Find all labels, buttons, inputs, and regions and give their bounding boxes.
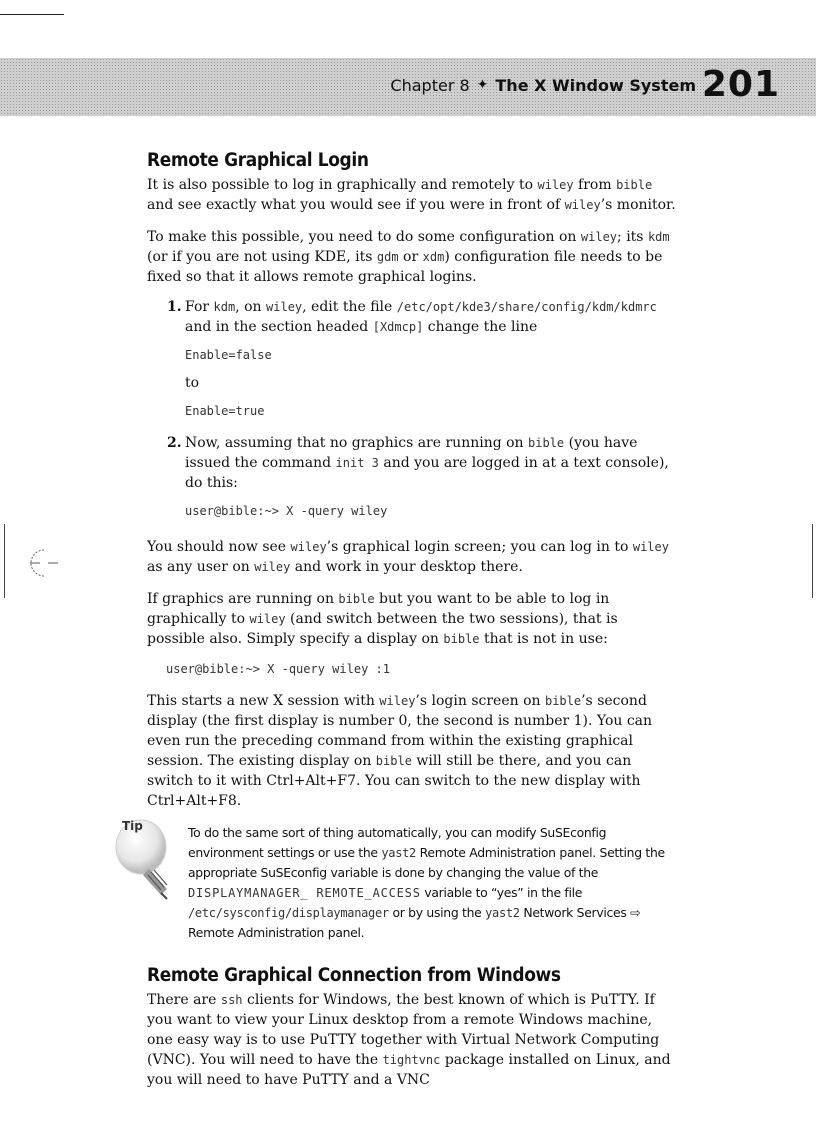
list-item — [147, 433, 677, 521]
registration-mark — [24, 546, 64, 580]
tip-box — [122, 819, 677, 943]
list-number: 1. — [167, 299, 182, 315]
paragraph: To make this possible, you need to do some configuration on wiley; its kdm (or if you are not using KDE, its gdm or xdm) configuration file needs to be fixed so that it allows remote graphical logins. — [147, 229, 670, 285]
step-text: to — [185, 375, 200, 391]
paragraph: This starts a new X session with wiley’s login screen on bible’s second display (the first display is number 0, the second is number 1). You can even run the preceding command from within the existing graphical session. The existing display on bible will still be there, and you can switch to it with Ctrl+Alt+F7. You can switch to the new display with Ctrl+Alt+F8. — [147, 693, 653, 809]
tip-text: To do the same sort of thing automatically, you can modify SuSEconfig environment settings or use the yast2 Remote Administration panel. Setting the appropriate SuSEconfig variable is done by changing the value of the DISPLAYMANAGER_ REMOTE_ACCESS variable to “yes” in the file /etc/sysconfig/displaymanager or by using the yast2 Network Services ⇨ Remote Administration panel. — [188, 825, 665, 940]
margin-rule-left — [4, 524, 5, 598]
numbered-list — [147, 297, 677, 521]
paragraph: You should now see wiley’s graphical login screen; you can log in to wiley as any user on wiley and work in your desktop there. — [147, 539, 669, 575]
paragraph: There are ssh clients for Windows, the best known of which is PuTTY. If you want to view your Linux desktop from a remote Windows machine, one easy way is to use PuTTY together with Virtual Network Computing (VNC). You will need to have the tightvnc package installed on Linux, and you will need to have PuTTY and a VNC — [147, 992, 671, 1088]
diamond-separator-icon: ✦ — [476, 77, 489, 93]
crop-mark-top — [0, 14, 64, 15]
paragraph: If graphics are running on bible but you want to be able to log in graphically to wiley (and switch between the two sessions), that is possible also. Simply specify a display on bible that is not in use: — [147, 591, 618, 647]
step-text: Now, assuming that no graphics are running on bible (you have issued the command init 3 and you are logged in at a text console), do this: — [185, 435, 669, 491]
section-heading: Remote Graphical Login — [147, 150, 369, 171]
code-line: Enable=false — [185, 348, 272, 362]
chapter-title: The X Window System — [495, 75, 696, 95]
code-line: user@bible:~> X -query wiley — [185, 504, 388, 518]
code-line: Enable=true — [185, 404, 265, 418]
code-block: user@bible:~> X -query wiley :1 — [166, 662, 390, 676]
section-heading: Remote Graphical Connection from Windows — [147, 965, 561, 986]
chapter-label: Chapter 8 — [390, 75, 470, 95]
margin-rule-right — [812, 524, 813, 598]
page-body — [122, 150, 677, 1090]
list-item — [147, 297, 677, 421]
step-text: For kdm, on wiley, edit the file /etc/opt/kde3/share/config/kdm/kdmrc and in the section headed [Xdmcp] change the line — [185, 299, 657, 335]
tip-label: Tip — [122, 819, 143, 833]
page-number: 201 — [701, 64, 780, 105]
paragraph: It is also possible to log in graphically and remotely to wiley from bible and see exactly what you would see if you were in front of wiley’s monitor. — [147, 177, 676, 213]
running-head — [390, 70, 696, 100]
lightbulb-icon — [109, 817, 181, 901]
list-number: 2. — [167, 435, 182, 451]
